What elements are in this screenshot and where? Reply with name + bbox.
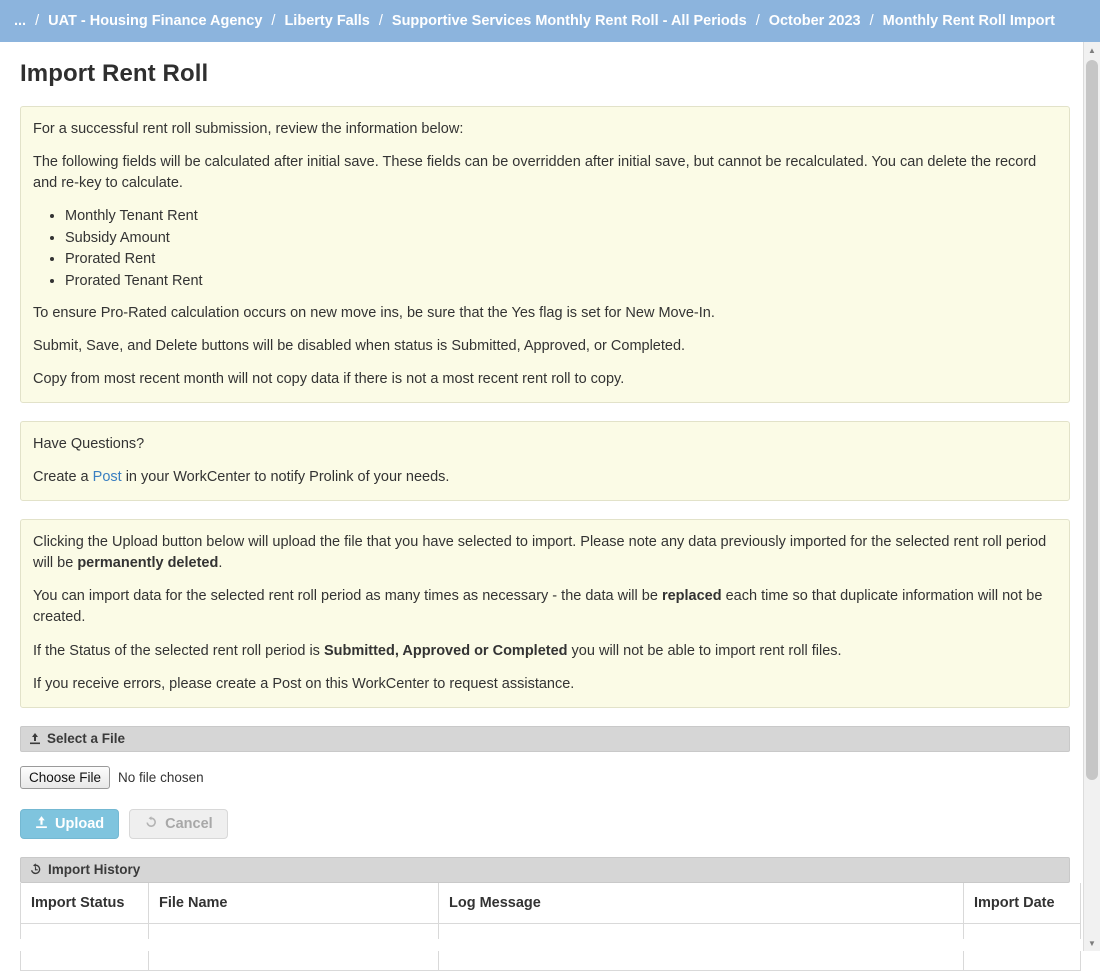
history-icon [29,863,42,876]
questions-suffix: in your WorkCenter to notify Prolink of your needs. [121,469,450,486]
breadcrumb-separator: / [755,13,760,29]
questions-heading: Have Questions? [33,436,145,453]
breadcrumb-item-current: Monthly Rent Roll Import [882,13,1056,29]
table-header-row [21,883,1081,924]
file-chooser-row [20,752,1070,799]
upload-note-2-emphasis: replaced [661,588,722,605]
list-item: • Monthly Tenant Rent [65,206,1057,227]
column-header-log-message[interactable]: Log Message [439,883,964,924]
breadcrumb-separator: / [869,13,874,29]
column-header-import-date[interactable]: Import Date [964,883,1081,924]
scrollbar-thumb[interactable] [1086,60,1098,780]
rent-roll-info-panel [20,106,1070,403]
scroll-up-arrow-icon[interactable]: ▲ [1084,42,1100,58]
list-item: • Prorated Tenant Rent [65,271,1057,292]
post-link[interactable]: Post [92,469,122,486]
breadcrumb-separator: / [378,13,383,29]
breadcrumb-item-1[interactable]: UAT - Housing Finance Agency [48,13,263,29]
breadcrumb-separator: / [35,13,40,29]
undo-icon [144,815,158,833]
scroll-down-arrow-icon[interactable]: ▼ [1084,935,1100,951]
breadcrumb-item-2[interactable]: Liberty Falls [284,13,370,29]
bottom-spacer [0,939,1084,951]
upload-note-4: If you receive errors, please create a Post on this WorkCenter to request assistance. [33,675,575,692]
questions-panel [20,421,1070,501]
page-title: Import Rent Roll [20,60,209,87]
info-copy-note: Copy from most recent month will not copy data if there is not a most recent rent roll to copy. [33,371,625,388]
info-prorated-note: To ensure Pro-Rated calculation occurs on new move ins, be sure that the Yes flag is set for New Move-In. [33,305,715,322]
upload-note-3-c: you will not be able to import rent roll files. [567,642,842,659]
upload-button-label: Upload [55,815,105,832]
column-header-import-status[interactable]: Import Status [21,883,149,924]
upload-note-3-emphasis: Submitted, Approved or Completed [323,642,568,659]
file-input[interactable] [20,766,1070,789]
import-history-table [20,883,1081,971]
upload-note-1-c: . [218,555,223,572]
import-history-section-title: Import History [48,862,141,878]
import-history-table-wrap [20,883,1070,971]
upload-button[interactable] [20,809,119,839]
upload-note-2-c: each time so that duplicate information will not be created. [33,588,1043,626]
breadcrumb-item-0[interactable]: ... [14,13,27,29]
questions-prefix: Create a [33,469,93,486]
questions-body [33,467,1057,488]
upload-note-1-a: Clicking the Upload button below will upload the file that you have selected to import. Please note any data previously imported for the selected rent roll period will be [33,534,1047,572]
choose-file-button[interactable]: Choose File [20,766,110,789]
breadcrumb-item-4[interactable]: October 2023 [768,13,861,29]
upload-note-2-a: You can import data for the selected rent roll period as many times as necessary - the data will be [33,588,662,605]
action-buttons-row [20,799,1070,857]
breadcrumb-separator: / [271,13,276,29]
info-intro-text: For a successful rent roll submission, review the information below: [33,121,464,137]
select-file-section-title: Select a File [47,731,126,747]
upload-note-3 [33,641,1057,662]
info-calculated-note: The following fields will be calculated after initial save. These fields can be overridden after initial save, but cannot be recalculated. You can delete the record and re-key to calculate. [33,154,1037,192]
column-header-file-name[interactable]: File Name [149,883,439,924]
upload-icon [29,732,41,745]
list-item: • Prorated Rent [65,249,1057,270]
upload-note-1-emphasis: permanently deleted [77,555,219,572]
upload-note-1 [33,532,1057,574]
upload-note-3-a: If the Status of the selected rent roll period is [33,642,324,659]
no-file-chosen-label: No file chosen [118,769,204,785]
select-file-section-header [20,726,1070,752]
breadcrumb [0,0,1100,42]
breadcrumb-item-3[interactable]: Supportive Services Monthly Rent Roll - All Periods [391,13,747,29]
vertical-scrollbar[interactable] [1083,42,1100,951]
upload-note-2 [33,586,1057,628]
list-item: • Subsidy Amount [65,228,1057,249]
import-history-section-header [20,857,1070,883]
upload-icon [35,815,48,833]
page-content [0,60,1090,971]
calculated-fields-list [33,206,1057,291]
upload-info-panel [20,519,1070,707]
cancel-button[interactable] [129,809,228,839]
info-buttons-note: Submit, Save, and Delete buttons will be disabled when status is Submitted, Approved, or Completed. [33,338,686,355]
cancel-button-label: Cancel [165,815,213,832]
